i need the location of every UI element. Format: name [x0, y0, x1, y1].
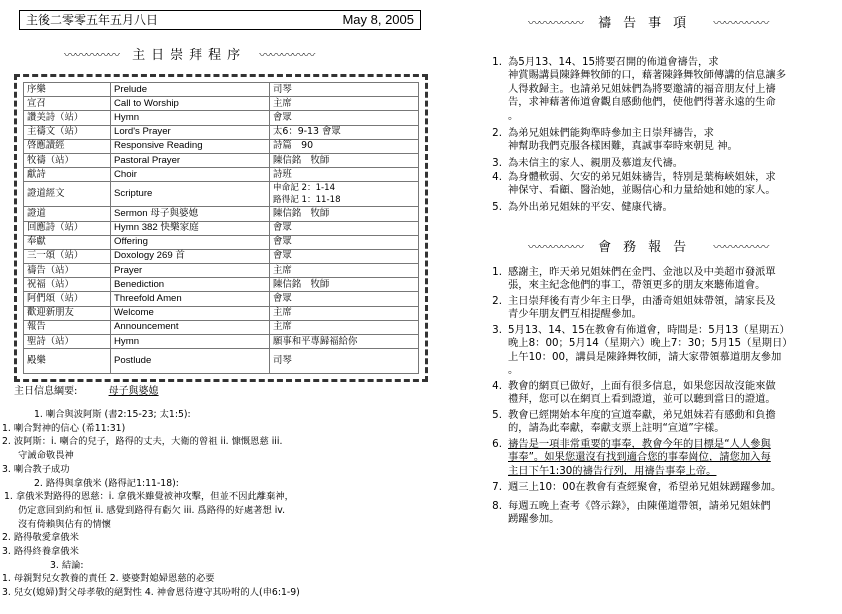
service-row [24, 221, 419, 235]
service-english: Prelude [111, 83, 270, 97]
service-item: 阿們頌（站） [24, 292, 111, 306]
service-item: 禱告（站） [24, 264, 111, 278]
item-text: 教會已經開始本年度的宣道奉獻，弟兄姐妹若有感動和負擔 的，請為此奉獻，奉獻支票上註明“宣道”字樣。 [508, 409, 776, 435]
service-item: 主禱文（站） [24, 125, 111, 139]
outline-line: 守誡命敬畏神 [18, 450, 74, 462]
item-number: 3. [492, 324, 502, 336]
item-text: 禱告是一項非常重要的事奉，教會今年的目標是“人人參與 事奉”。如果您還沒有找到適合您的事奉崗位，請您加入每 主日下午1:30的禱告行列，用禱告事奉上帝。 [508, 438, 771, 477]
service-item: 祝福（站） [24, 278, 111, 292]
service-person: 主席 [270, 97, 419, 111]
item-text: 教會的網頁已做好，上面有很多信息，如果您因故沒能來做 禮拜，您可以在網頁上看到證道，並可以聽到當日的證道。 [508, 380, 776, 406]
order-of-service-box [14, 74, 428, 382]
service-english: Hymn 382 快樂家庭 [111, 221, 270, 235]
outline-line: 3. 兒女(媳婦)對父母孝敬的絕對性 4. 神會恩待遵守其吩咐的人(申6:1-9) [2, 587, 300, 599]
service-item: 證道 [24, 207, 111, 221]
service-item: 啓應讀經 [24, 139, 111, 153]
service-item: 報告 [24, 320, 111, 334]
service-person: 會眾 [270, 111, 419, 125]
service-item: 回應詩（站） [24, 221, 111, 235]
service-person: 陳信銘 牧師 [270, 153, 419, 167]
date-chinese: 主後二零零五年五月八日 [26, 13, 159, 27]
order-section-title: 主日崇拜程序 [132, 48, 247, 63]
item-text: 為5月13、14、15將要召開的佈道會禱告，求 神賞賜講員陳鋒舞牧師的口，藉著陳鋒舞牧師傳講的信息讓多 人得救歸主。也請弟兄姐妹們為將要邀請的福音朋友付上禱 告，求神藉著佈道會觀自感動他們，使他們得著永遠的生命 。 [508, 56, 787, 122]
item-text: 週三上10：00在教會有查經聚會，希望弟兄姐妹踴躍參加。 [508, 481, 782, 493]
service-person: 陳信銘 牧師 [270, 207, 419, 221]
item-number: 1. [492, 266, 502, 278]
report-section-title: 會務報告 [598, 240, 699, 255]
wave-decoration-left: 〰〰〰〰〰 [64, 48, 120, 62]
service-item: 證道經文 [24, 182, 111, 207]
item-number: 5. [492, 201, 502, 213]
item-text: 為身體軟弱、欠安的弟兄姐妹禱告，特別是葉梅峽姐妹，求 神保守、看顧、醫治她，並賜信心和力量給她和她的家人。 [508, 171, 776, 197]
service-person: 會眾 [270, 221, 419, 235]
item-text: 為弟兄姐妹們能夠準時參加主日崇拜禱告，求 神幫助我們克服各樣困難，真誠事奉時來朝見 神。 [508, 127, 738, 153]
sermon-heading [14, 382, 159, 397]
outline-line: 1. 喇合與波阿斯 (書2:15-23; 太1:5): [34, 409, 191, 420]
service-row [24, 278, 419, 292]
service-item: 宣召 [24, 97, 111, 111]
service-row [24, 207, 419, 221]
service-person: 司琴 [270, 83, 419, 97]
item-number: 4. [492, 380, 502, 392]
outline-line: 3. 結論: [50, 559, 84, 571]
service-item: 聖詩（站） [24, 335, 111, 349]
item-text: 每週五晚上查考《啓示錄》，由陳僅道帶領，請弟兄姐妹們 踴躍參加。 [508, 500, 771, 526]
service-person [270, 182, 419, 207]
service-row [24, 264, 419, 278]
service-item: 讚美詩（站） [24, 111, 111, 125]
service-english: Offering [111, 235, 270, 249]
service-person: 會眾 [270, 292, 419, 306]
service-row [24, 139, 419, 153]
sermon-label: 主日信息綱要: [14, 386, 78, 397]
order-section-heading [64, 44, 314, 63]
order-of-service-table [23, 82, 419, 374]
service-english: Prayer [111, 264, 270, 278]
date-english: May 8, 2005 [342, 12, 414, 27]
item-text: 為未信主的家人、親朋及慕道友代禱。 [508, 157, 684, 169]
service-row [24, 349, 419, 374]
outline-line: 2. 路得敬愛拿俄米 [2, 532, 79, 544]
service-person: 主席 [270, 264, 419, 278]
service-row [24, 97, 419, 111]
date-bar [19, 10, 421, 30]
wave-decoration-left: 〰〰〰〰〰 [528, 16, 584, 30]
service-person: 詩班 [270, 168, 419, 182]
service-row [24, 320, 419, 334]
service-row [24, 235, 419, 249]
service-english: Choir [111, 168, 270, 182]
service-person: 太6：9-13 會眾 [270, 125, 419, 139]
service-row [24, 168, 419, 182]
item-number: 5. [492, 409, 502, 421]
service-english: Threefold Amen [111, 292, 270, 306]
service-person: 司琴 [270, 349, 419, 374]
service-item: 牧禱（站） [24, 153, 111, 167]
outline-line: 3. 喇合教子成功 [2, 463, 70, 475]
item-text: 5月13、14、15在教會有佈道會，時間是：5月13（星期五） 晚上8：00；5月14（星期六）晚上7：30；5月15（星期日） 上午10：00，講員是陳鋒舞牧師，請大家帶領慕道朋友參加 。 [508, 324, 793, 377]
service-row [24, 111, 419, 125]
wave-decoration-right: 〰〰〰〰〰 [713, 16, 769, 30]
service-row [24, 292, 419, 306]
service-english: Pastoral Prayer [111, 153, 270, 167]
service-english: Hymn [111, 111, 270, 125]
service-english: Scripture [111, 182, 270, 207]
service-english: Lord's Prayer [111, 125, 270, 139]
service-english: Hymn [111, 335, 270, 349]
prayer-section-heading [528, 12, 768, 31]
item-number: 6. [492, 438, 502, 450]
prayer-list [486, 56, 836, 226]
service-person: 會眾 [270, 249, 419, 263]
service-english: Responsive Reading [111, 139, 270, 153]
service-person: 詩篇 90 [270, 139, 419, 153]
service-english: Welcome [111, 306, 270, 320]
service-english: Announcement [111, 320, 270, 334]
service-person: 願事和平專歸福給你 [270, 335, 419, 349]
outline-line: 1. 拿俄米對路得的恩慈：i. 拿俄米雖覺被神攻擊，但並不因此離棄神， [4, 491, 294, 503]
report-section-heading [528, 236, 768, 255]
service-person-line: 申命記 2：1-14 [273, 183, 336, 194]
outline-line: 2. 路得與拿俄米 (路得記1:11-18): [34, 477, 179, 489]
service-person: 主席 [270, 306, 419, 320]
service-item: 奉獻 [24, 235, 111, 249]
sermon-title: 母子與婆媳 [108, 386, 159, 397]
service-row [24, 182, 419, 207]
service-person-line: 路得記 1：11-18 [273, 195, 341, 206]
service-row [24, 249, 419, 263]
service-item: 獻詩 [24, 168, 111, 182]
outline-line: 1. 母親對兒女教養的責任 2. 婆婆對媳婦恩慈的必要 [2, 573, 215, 585]
service-item: 三一頌（站） [24, 249, 111, 263]
service-person: 陳信銘 牧師 [270, 278, 419, 292]
service-row [24, 153, 419, 167]
service-item: 殿樂 [24, 349, 111, 374]
service-item: 歡迎新朋友 [24, 306, 111, 320]
prayer-section-title: 禱告事項 [598, 16, 699, 31]
outline-line: 2. 波阿斯：i. 喇合的兒子，路得的丈夫，大衛的曾祖 ii. 慷慨恩慈 iii. [2, 436, 283, 448]
report-list [486, 266, 836, 606]
service-english: Call to Worship [111, 97, 270, 111]
service-item: 序樂 [24, 83, 111, 97]
item-number: 1. [492, 56, 502, 68]
outline-line: 3. 路得終養拿俄米 [2, 546, 79, 557]
service-english: Benediction [111, 278, 270, 292]
outline-line: 沒有倚賴與佔有的情懷 [18, 518, 111, 530]
service-english: Sermon 母子與婆媳 [111, 207, 270, 221]
outline-line: 1. 喇合對神的信心 (希11:31) [2, 422, 126, 434]
item-number: 2. [492, 295, 502, 307]
item-number: 3. [492, 157, 502, 169]
wave-decoration-right: 〰〰〰〰〰 [713, 240, 769, 254]
item-number: 2. [492, 127, 502, 139]
item-number: 4. [492, 171, 502, 183]
service-row [24, 335, 419, 349]
item-text: 主日崇拜後有青少年主日學，由潘奇姐姐妹帶領，請家長及 青少年朋友們互相提醒參加。 [508, 295, 776, 321]
service-english: Doxology 269 首 [111, 249, 270, 263]
service-row [24, 125, 419, 139]
item-text: 為外出弟兄姐妹的平安、健康代禱。 [508, 201, 673, 213]
service-person: 會眾 [270, 235, 419, 249]
service-row [24, 83, 419, 97]
wave-decoration-left: 〰〰〰〰〰 [528, 240, 584, 254]
wave-decoration-right: 〰〰〰〰〰 [259, 48, 315, 62]
service-person: 主席 [270, 320, 419, 334]
outline-line: 仍定意回到約和恒 ii. 感覺到路得有虧欠 iii. 爲路得的好處著想 iv. [18, 504, 286, 516]
item-text: 感謝主，昨天弟兄姐妹們在金門、金池以及中美超市發派單 張，來主紀念他們的事工，帶領更多的朋友來聽佈道會。 [508, 266, 776, 292]
item-number: 7. [492, 481, 502, 493]
service-row [24, 306, 419, 320]
item-number: 8. [492, 500, 502, 512]
service-english: Postlude [111, 349, 270, 374]
